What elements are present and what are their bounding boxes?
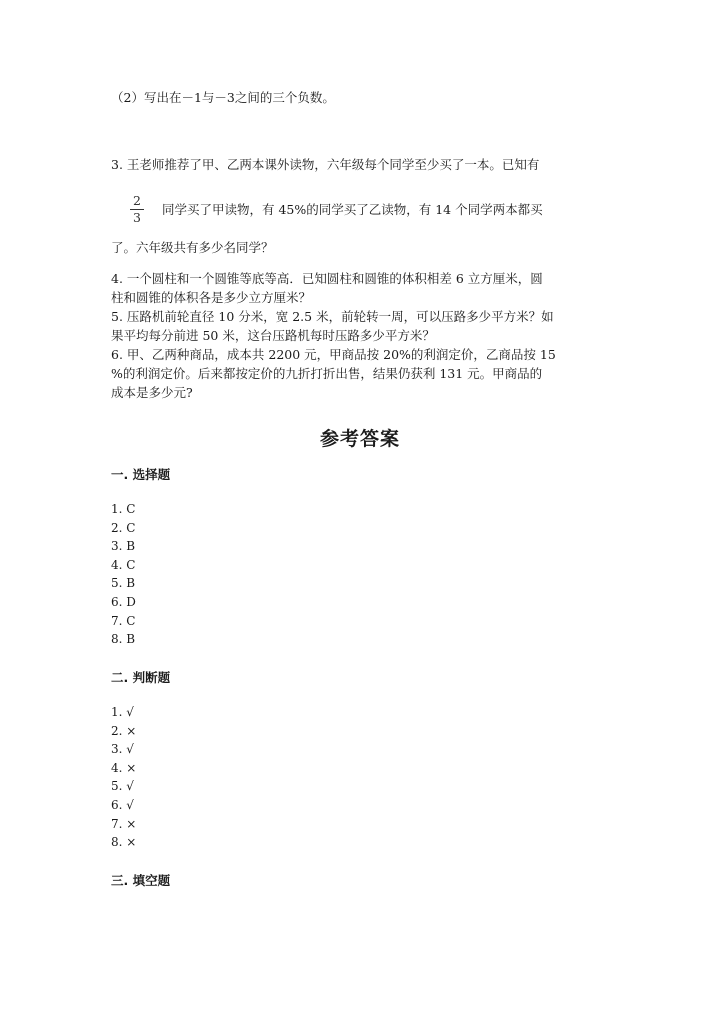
list-item: 2. ×: [111, 723, 137, 738]
list-item: 3. B: [111, 539, 136, 554]
section-heading-judgment: 二. 判断题: [111, 670, 171, 685]
list-item: 4. ×: [111, 760, 137, 775]
list-item: 1. C: [111, 502, 136, 516]
question-6-line-1: 6. 甲、乙两种商品，成本共 2200 元，甲商品按 20%的利润定价，乙商品按 15: [111, 347, 556, 362]
list-item: 8. ×: [111, 835, 137, 850]
list-item: 6. D: [111, 594, 136, 609]
question-3-line-3: 了。六年级共有多少名同学？: [111, 240, 274, 255]
list-item: 3. √: [111, 742, 134, 757]
list-item: 5. √: [111, 779, 134, 794]
fraction-numerator: 2: [133, 193, 141, 208]
judgment-answers-list: [111, 703, 136, 852]
question-5-line-2: 果平均每分前进 50 米，这台压路机每时压路多少平方米？: [111, 328, 435, 343]
list-item: 7. C: [111, 613, 136, 628]
list-item: 5. B: [111, 576, 136, 591]
section-heading-fill-blank: 三. 填空题: [111, 873, 171, 888]
question-5-line-1: 5. 压路机前轮直径 10 分米，宽 2.5 米，前轮转一周，可以压路多少平方米？如: [111, 309, 554, 324]
list-item: 1. √: [111, 705, 134, 719]
question-2-part-2: （2）写出在－1与－3之间的三个负数。: [111, 90, 335, 105]
list-item: 4. C: [111, 557, 136, 572]
question-6-line-2: %的利润定价。后来都按定价的九折打折出售，结果仍获利 131 元。甲商品的: [111, 366, 543, 381]
question-6-line-3: 成本是多少元?: [111, 385, 193, 400]
fraction-denominator: 3: [133, 210, 141, 225]
fraction-two-thirds: [128, 194, 146, 225]
section-heading-choice: 一. 选择题: [111, 467, 171, 482]
question-3-line-2: 同学买了甲读物，有 45%的同学买了乙读物，有 14 个同学两本都买: [162, 202, 543, 217]
question-4-line-1: 4. 一个圆柱和一个圆锥等底等高．已知圆柱和圆锥的体积相差 6 立方厘米，圆: [111, 271, 543, 286]
choice-answers-list: [111, 500, 136, 649]
answers-title: 参考答案: [319, 428, 400, 450]
question-4-line-2: 柱和圆锥的体积各是多少立方厘米？: [111, 290, 312, 305]
list-item: 7. ×: [111, 816, 137, 831]
question-3-line-1: 3. 王老师推荐了甲、乙两本课外读物，六年级每个同学至少买了一本。已知有: [111, 157, 540, 172]
list-item: 6. √: [111, 797, 134, 812]
list-item: 8. B: [111, 632, 136, 647]
list-item: 2. C: [111, 520, 136, 535]
